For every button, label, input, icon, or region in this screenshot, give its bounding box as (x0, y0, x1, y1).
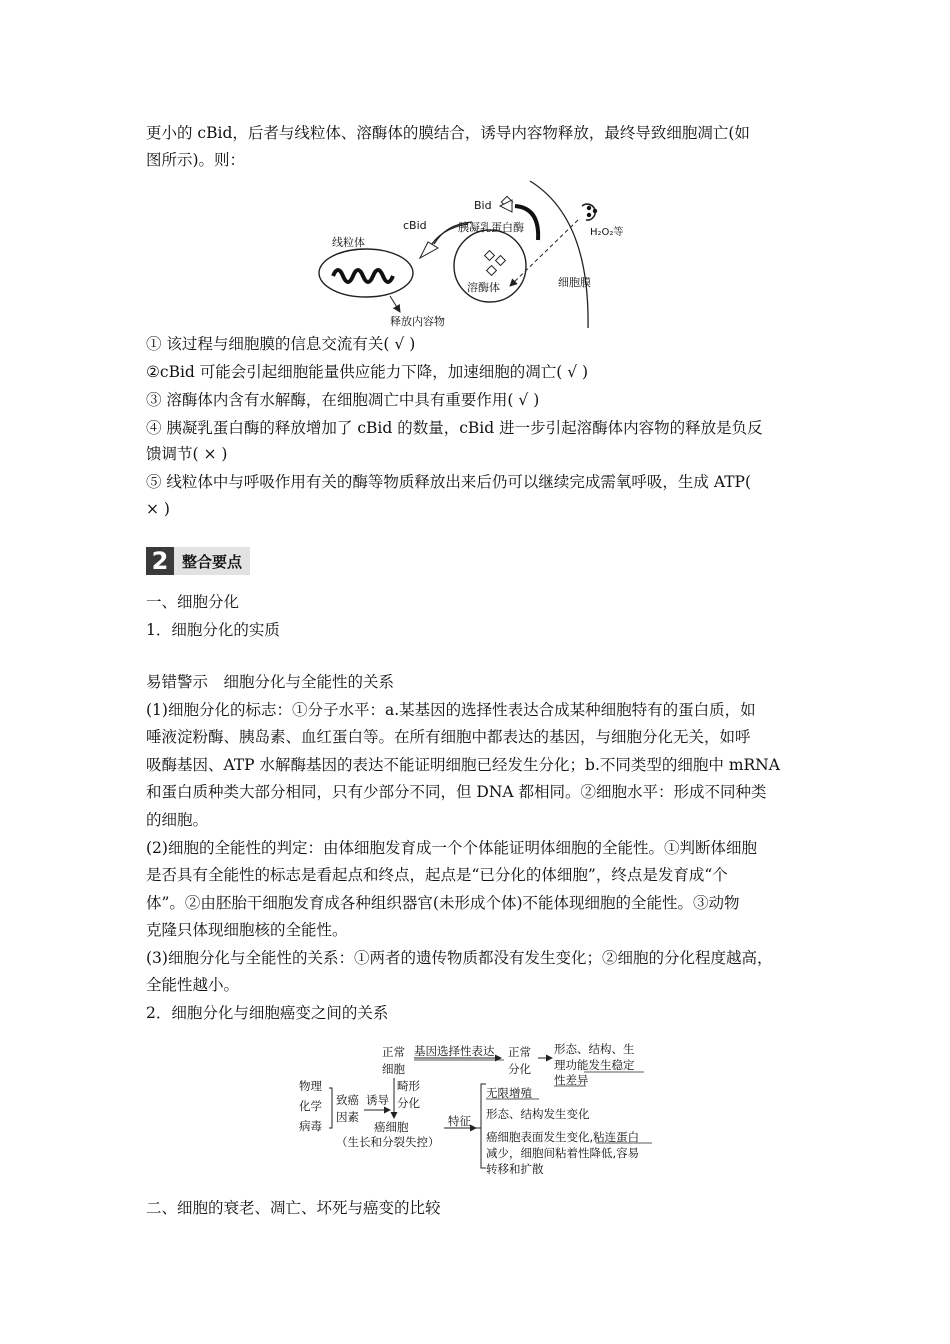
differentiation-cancer-diagram (296, 1038, 656, 1186)
feature-item: 转移和扩散 (486, 1162, 544, 1176)
induce-label: 诱导 (366, 1093, 389, 1107)
body-line: (1)细胞分化的标志：①分子水平：a.某基因的选择性表达合成某种细胞特有的蛋白质，如 (146, 701, 756, 719)
question-item: ⑤ 线粒体中与呼吸作用有关的酶等物质释放出来后仍可以继续完成需氧呼吸，生成 ATP( (146, 473, 752, 491)
body-line: (3)细胞分化与全能性的关系：①两者的遗传物质都没有发生变化；②细胞的分化程度越高， (146, 949, 773, 967)
intro-line: 图所示)。则： (146, 151, 246, 169)
body-line: 2．细胞分化与细胞癌变之间的关系 (146, 1004, 389, 1022)
lysosome-label: 溶酶体 (467, 281, 500, 294)
section-number: 2 (146, 547, 174, 575)
body-line: 体”。②由胚胎干细胞发育成各种组织器官(未形成个体)不能体现细胞的全能性。③动物 (146, 894, 740, 912)
body-line: 的细胞。 (146, 811, 209, 829)
feature-item: 减少，细胞间粘着性降低,容易 (486, 1146, 640, 1160)
factor-virus: 病毒 (299, 1119, 322, 1133)
carcinogen-label: 致癌 (336, 1093, 359, 1107)
question-item: 馈调节( × ) (146, 445, 228, 463)
result-text: 形态、结构、生 (554, 1042, 635, 1056)
question-item: × ) (146, 500, 170, 518)
normal-differentiation-label: 分化 (508, 1062, 531, 1076)
abnormal-differentiation-label: 畸形 (397, 1079, 420, 1093)
cancer-cell-label: 癌细胞 (374, 1120, 409, 1134)
feature-label: 特征 (448, 1114, 471, 1128)
question-item: ④ 胰凝乳蛋白酶的释放增加了 cBid 的数量，cBid 进一步引起溶酶体内容物的释放是负反 (146, 419, 763, 437)
cancer-cell-subtitle: （生长和分裂失控） (336, 1135, 440, 1149)
abnormal-differentiation-label: 分化 (397, 1096, 420, 1110)
factor-chemical: 化学 (299, 1099, 322, 1113)
body-line: 和蛋白质种类大部分相同，只有少部分不同，但 DNA 都相同。②细胞水平：形成不同种类 (146, 783, 767, 801)
enzyme-label: 胰凝乳蛋白酶 (458, 221, 524, 234)
cell-membrane (530, 181, 588, 328)
section-header (146, 547, 250, 575)
intro-line: 更小的 cBid，后者与线粒体、溶酶体的膜结合，诱导内容物释放，最终导致细胞凋亡(如 (146, 124, 750, 142)
membrane-label: 细胞膜 (558, 276, 591, 289)
body-line: 唾液淀粉酶、胰岛素、血红蛋白等。在所有细胞中都表达的基因，与细胞分化无关，如呼 (146, 728, 751, 746)
release-label: 释放内容物 (390, 315, 445, 328)
section-heading: 二、细胞的衰老、凋亡、坏死与癌变的比较 (146, 1199, 441, 1217)
body-line: 一、细胞分化 (146, 593, 240, 611)
body-line: 1．细胞分化的实质 (146, 621, 280, 639)
h2o2-label: H₂O₂等 (590, 227, 624, 238)
section-title: 整合要点 (174, 547, 250, 575)
cbid-label: cBid (403, 219, 427, 232)
body-line: (2)细胞的全能性的判定：由体细胞发育成一个个体能证明体细胞的全能性。①判断体细胞 (146, 839, 757, 857)
result-text: 理功能发生稳定 (554, 1058, 635, 1072)
feature-item: 无限增殖 (486, 1086, 532, 1100)
normal-cell-label: 细胞 (382, 1062, 405, 1076)
body-line: 易错警示 细胞分化与全能性的关系 (146, 673, 395, 691)
mitochondrion-label: 线粒体 (332, 236, 365, 249)
gene-expression-label: 基因选择性表达 (414, 1044, 495, 1058)
apoptosis-diagram (300, 178, 640, 328)
body-line: 克隆只体现细胞核的全能性。 (146, 921, 348, 939)
factor-physical: 物理 (299, 1079, 322, 1093)
question-item: ②cBid 可能会引起细胞能量供应能力下降，加速细胞的凋亡( √ ) (146, 363, 589, 381)
question-item: ① 该过程与细胞膜的信息交流有关( √ ) (146, 335, 416, 353)
body-line: 是否具有全能性的标志是看起点和终点，起点是“已分化的体细胞”，终点是发育成“个 (146, 866, 728, 884)
normal-differentiation-label: 正常 (508, 1045, 531, 1059)
body-line: 全能性越小。 (146, 976, 240, 994)
feature-item: 癌细胞表面发生变化,粘连蛋白 (486, 1130, 640, 1144)
body-line: 吸酶基因、ATP 水解酶基因的表达不能证明细胞已经发生分化；b.不同类型的细胞中 mRNA (146, 756, 780, 774)
carcinogen-label: 因素 (336, 1110, 359, 1124)
question-item: ③ 溶酶体内含有水解酶，在细胞凋亡中具有重要作用( √ ) (146, 391, 540, 409)
bid-label: Bid (474, 199, 492, 212)
normal-cell-label: 正常 (382, 1045, 405, 1059)
result-text: 性差异 (554, 1073, 589, 1087)
feature-item: 形态、结构发生变化 (486, 1107, 590, 1121)
